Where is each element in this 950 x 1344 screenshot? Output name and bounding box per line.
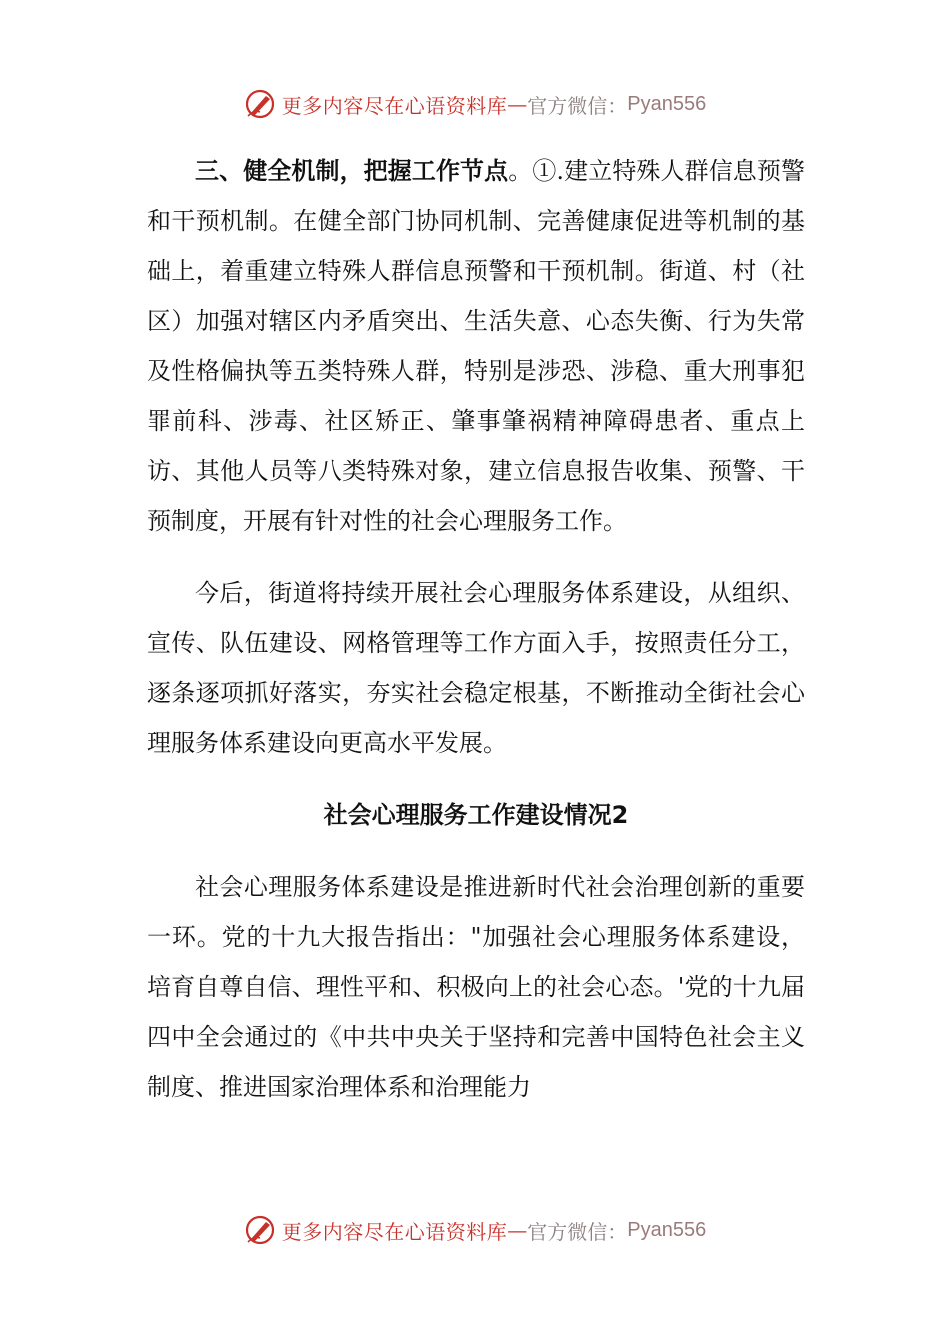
paragraph-mechanism-text: 。①.建立特殊人群信息预警和干预机制。在健全部门协同机制、完善健康促进等机制的基础上，着重建立特殊人群信息预警和干预机制。街道、村（社区）加强对辖区内矛盾突出、生活失意、心态失衡、行为失常及性格偏执等五类特殊人群，特别是涉恐、涉稳、重大刑事犯罪前科、涉毒、社区矫正、肇事肇祸精神障碍患者、重点上访、其他人员等八类特殊对象，建立信息报告收集、预警、干预制度，开展有针对性的社会心理服务工作。 (147, 157, 805, 535)
paragraph-mechanism (147, 146, 805, 546)
banner-wechat-label: 官方微信： (527, 93, 628, 118)
banner-wechat-id: Pyan556 (627, 1218, 707, 1241)
section-title: 三、健全机制，把握工作节点 (195, 156, 509, 185)
paragraph-future: 今后，街道将持续开展社会心理服务体系建设，从组织、宣传、队伍建设、网格管理等工作方面入手，按照责任分工，逐条逐项抓好落实，夯实社会稳定根基，不断推动全街社会心理服务体系建设向更高水平发展。 (147, 579, 805, 757)
footer-banner (0, 1210, 950, 1250)
pen-logo-icon (244, 88, 276, 120)
document-body (147, 146, 805, 1112)
banner-dash: — (507, 1218, 528, 1242)
paragraph-intro: 社会心理服务体系建设是推进新时代社会治理创新的重要一环。党的十九大报告指出："加强社会心理服务体系建设，培育自尊自信、理性平和、积极向上的社会心态。'党的十九届四中全会通过的《中共中央关于坚持和完善中国特色社会主义制度、推进国家治理体系和治理能力 (147, 873, 805, 1101)
banner-wechat-label: 官方微信： (527, 1219, 628, 1244)
pen-logo-icon (244, 1214, 276, 1246)
banner-title: 更多内容尽在心语资料库 (281, 1219, 508, 1244)
header-banner (0, 84, 950, 124)
banner-dash: — (507, 92, 528, 116)
banner-wechat-id: Pyan556 (627, 92, 707, 115)
banner-title: 更多内容尽在心语资料库 (281, 93, 508, 118)
section-heading: 社会心理服务工作建设情况2 (323, 801, 629, 829)
